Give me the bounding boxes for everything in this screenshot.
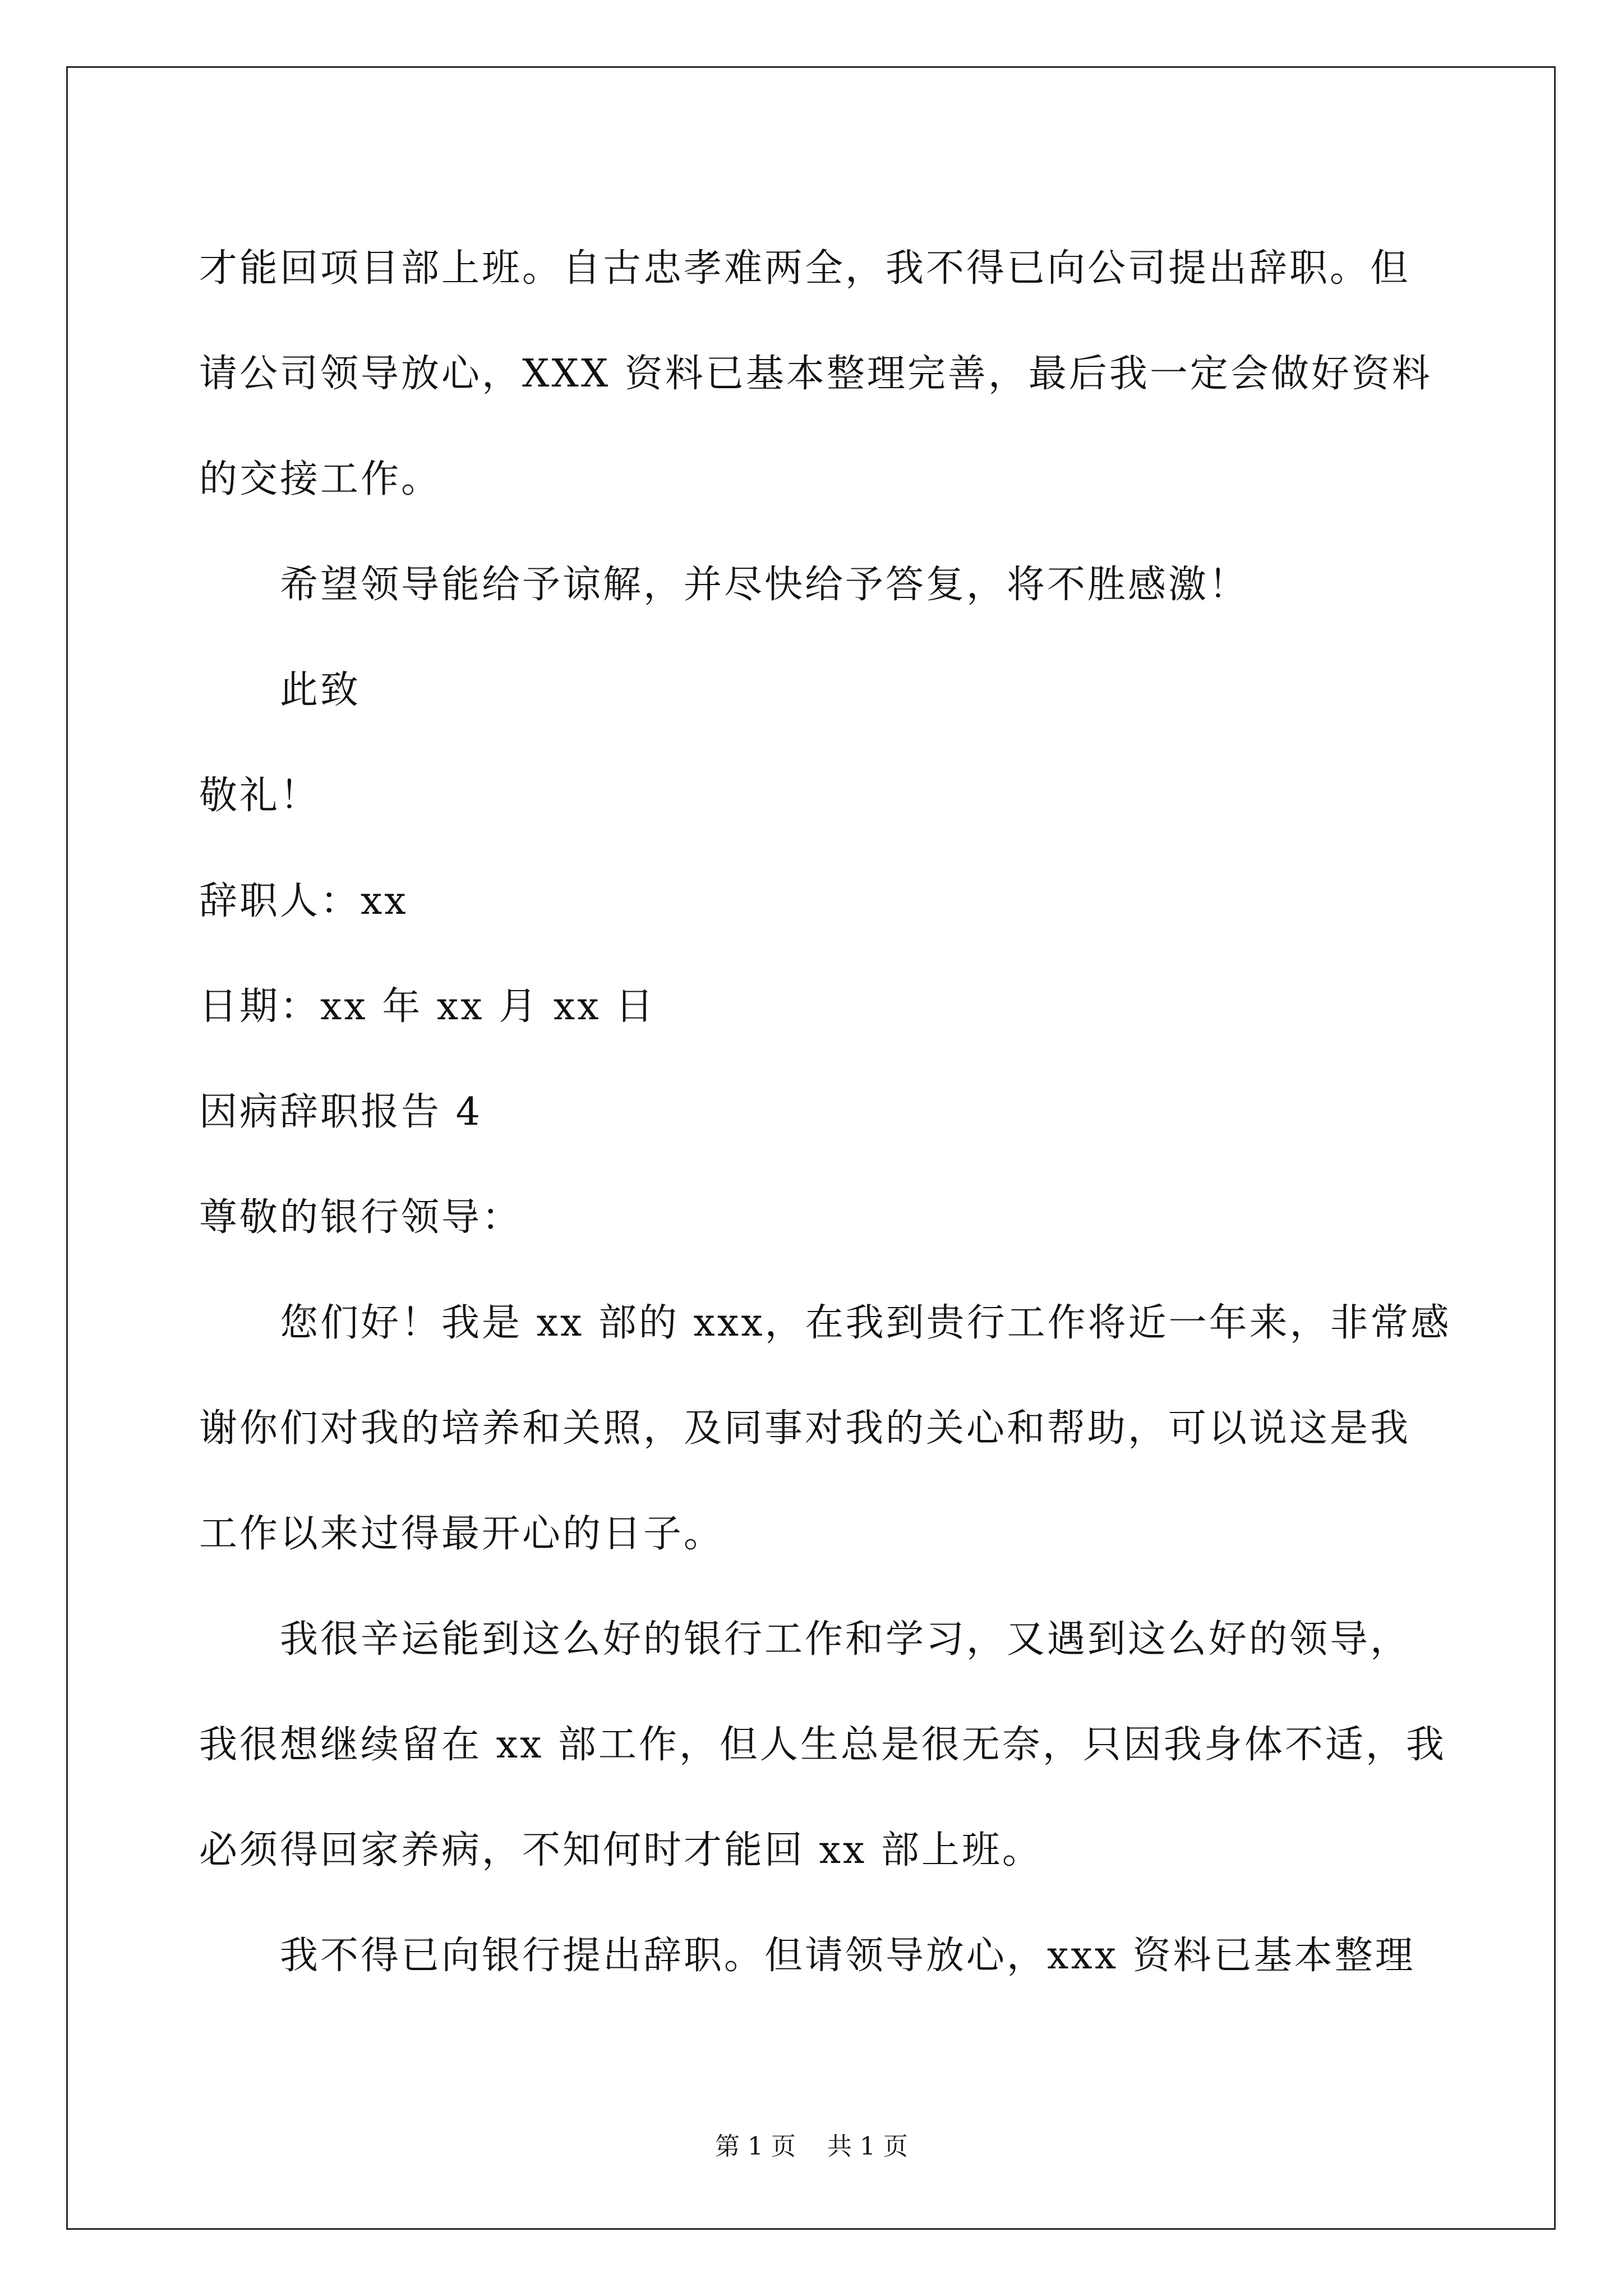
text-line: 必须得回家养病，不知何时才能回 xx 部上班。 [199,1828,1043,1872]
page-number-footer: 第 1 页 共 1 页 [715,2132,908,2161]
text-line: 请公司领导放心，XXX 资料已基本整理完善，最后我一定会做好资料 [199,352,1432,396]
text-line: 我不得已向银行提出辞职。但请领导放心，xxx 资料已基本整理 [280,1934,1415,1978]
text-line: 的交接工作。 [199,457,442,501]
salutation: 尊敬的银行领导： [199,1195,523,1240]
section-heading: 因病辞职报告 4 [199,1090,482,1134]
text-line: 谢你们对我的培养和关照，及同事对我的关心和帮助，可以说这是我 [199,1406,1411,1451]
text-line: 此致 [280,668,361,712]
text-line: 您们好！我是 xx 部的 xxx，在我到贵行工作将近一年来，非常感 [280,1301,1451,1345]
text-line: 工作以来过得最开心的日子。 [199,1512,725,1556]
document-body [199,216,1451,2009]
date-line: 日期：xx 年 xx 月 xx 日 [199,984,656,1029]
signature-line: 辞职人：xx [199,879,408,923]
text-line: 敬礼！ [199,774,321,818]
text-line: 希望领导能给予谅解，并尽快给予答复，将不胜感激！ [280,563,1249,607]
text-line: 我很辛运能到这么好的银行工作和学习，又遇到这么好的领导， [280,1617,1411,1662]
text-line: 我很想继续留在 xx 部工作，但人生总是很无奈，只因我身体不适，我 [199,1723,1446,1767]
text-line: 才能回项目部上班。自古忠孝难两全，我不得已向公司提出辞职。但 [199,246,1411,291]
